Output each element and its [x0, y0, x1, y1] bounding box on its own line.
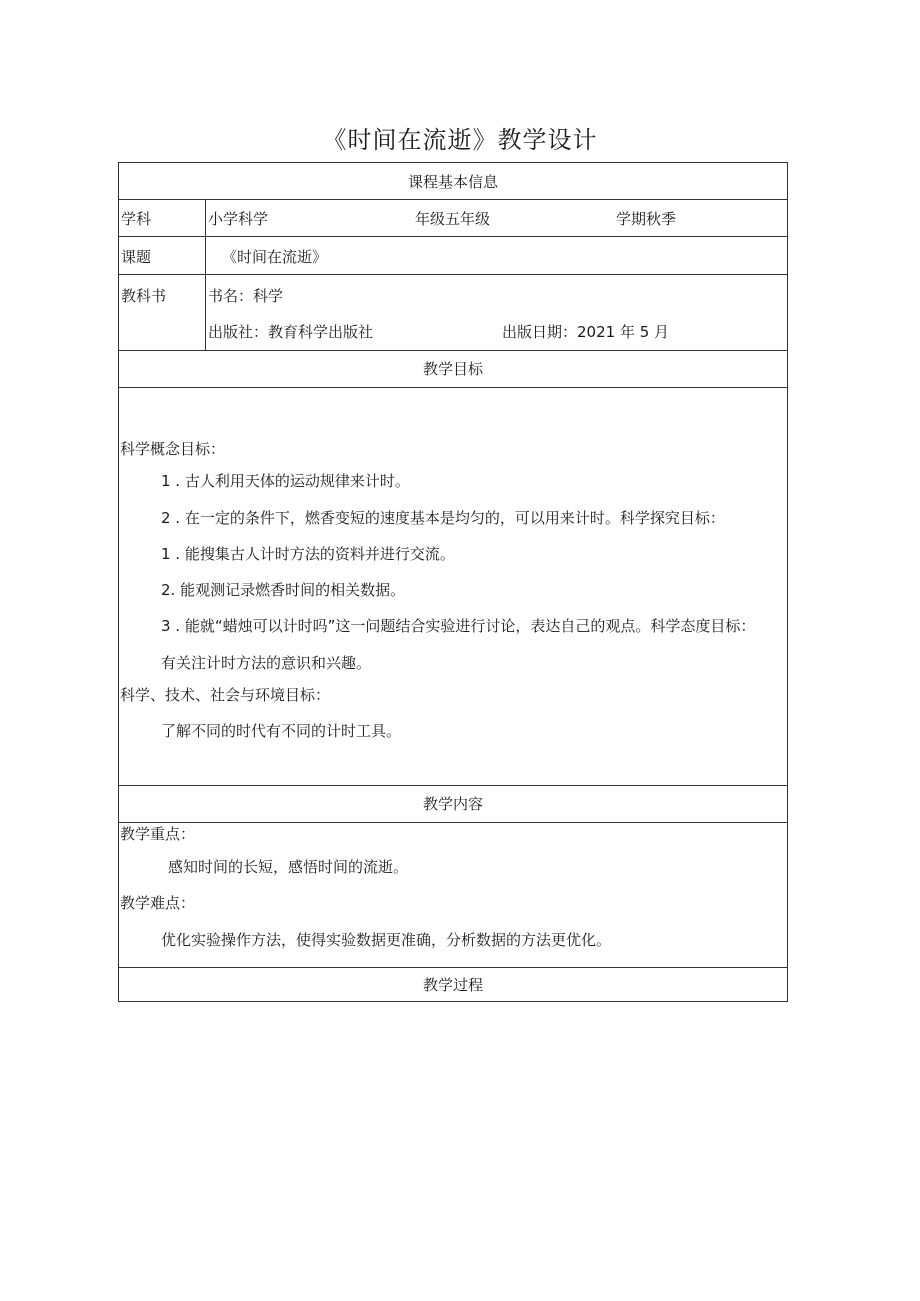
sts-objective-heading: 科学、技术、社会与环境目标：: [120, 686, 331, 704]
grade-value: 年级五年级: [415, 210, 491, 228]
objective-line: 2 . 在一定的条件下，燃香变短的速度基本是均匀的，可以用来计时。科学探究目标：: [161, 509, 725, 527]
difficulty-text: 优化实验操作方法，使得实验数据更准确，分析数据的方法更优化。: [161, 931, 612, 949]
publish-date: 出版日期：2021 年 5 月: [502, 323, 670, 341]
objective-line: 3 . 能就“蜡烛可以计时吗”这一问题结合实验进行讨论，表达自己的观点。科学态度目标：: [161, 617, 756, 635]
page-title: 《时间在流逝》教学设计: [322, 126, 598, 154]
objective-line: 2. 能观测记录燃香时间的相关数据。: [161, 581, 406, 599]
basic-info-header: 课程基本信息: [407, 173, 498, 191]
objective-line: 1 . 古人利用天体的运动规律来计时。: [161, 472, 410, 490]
row-divider: [119, 274, 787, 275]
row-divider: [119, 822, 787, 823]
column-divider: [205, 199, 206, 350]
row-divider: [119, 199, 787, 200]
topic-value: 《时间在流逝》: [222, 248, 328, 266]
topic-label: 课题: [121, 248, 152, 266]
key-point-heading: 教学重点：: [120, 825, 196, 843]
row-divider: [119, 350, 787, 351]
textbook-label: 教科书: [121, 287, 167, 305]
concept-objective-heading: 科学概念目标：: [120, 440, 226, 458]
objective-line: 有关注计时方法的意识和兴趣。: [161, 654, 372, 672]
objectives-header: 教学目标: [422, 360, 483, 378]
row-divider: [119, 387, 787, 388]
objective-line: 1 . 能搜集古人计时方法的资料并进行交流。: [161, 545, 455, 563]
subject-value: 小学科学: [208, 210, 269, 228]
subject-label: 学科: [121, 210, 152, 228]
difficulty-heading: 教学难点：: [120, 894, 196, 912]
sts-objective-line: 了解不同的时代有不同的计时工具。: [161, 722, 402, 740]
lesson-plan-table: [118, 162, 788, 1002]
key-point-text: 感知时间的长短，感悟时间的流逝。: [168, 858, 409, 876]
row-divider: [119, 236, 787, 237]
term-value: 学期秋季: [616, 210, 677, 228]
row-divider: [119, 785, 787, 786]
publisher: 出版社：教育科学出版社: [208, 323, 374, 341]
book-name: 书名：科学: [208, 287, 284, 305]
process-header: 教学过程: [422, 976, 483, 994]
row-divider: [119, 967, 787, 968]
content-header: 教学内容: [422, 795, 483, 813]
